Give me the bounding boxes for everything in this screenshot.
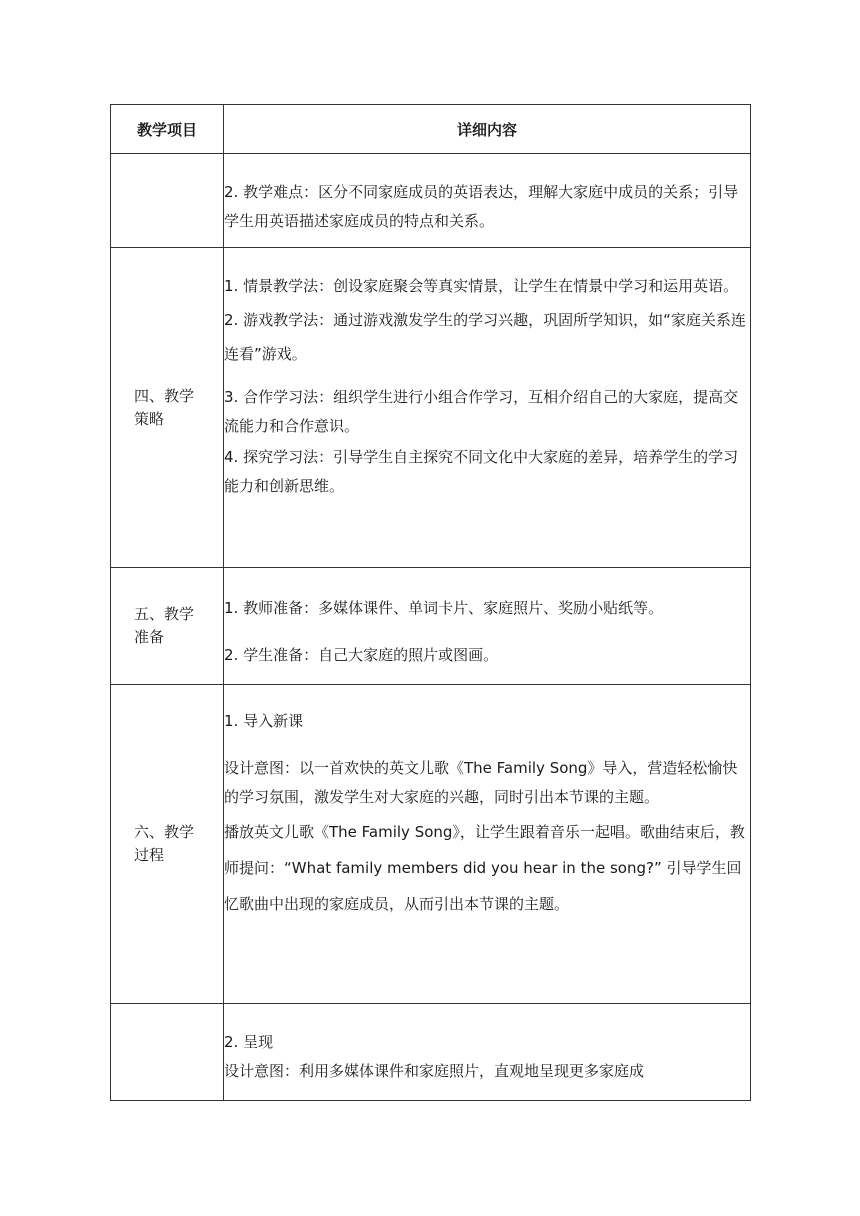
content-line: 1. 教师准备：多媒体课件、单词卡片、家庭照片、奖励小贴纸等。 [224, 599, 664, 617]
header-item-column: 教学项目 [111, 105, 224, 154]
content-line: 2. 呈现 [224, 1033, 274, 1051]
row-content [224, 154, 751, 248]
row-label-text: 五、教学准备 [134, 605, 195, 646]
content-line: 3. 合作学习法：组织学生进行小组合作学习，互相介绍自己的大家庭，提高交流能力和合作意识。 [224, 388, 739, 435]
table-row [111, 1004, 751, 1101]
row-content [224, 685, 751, 1004]
lesson-plan-table [110, 104, 751, 1101]
row-label [111, 685, 224, 1004]
content-line: 4. 探究学习法：引导学生自主探究不同文化中大家庭的差异，培养学生的学习能力和创新思维。 [224, 448, 739, 495]
row-label-text: 四、教学策略 [134, 386, 195, 428]
header-detail-column: 详细内容 [224, 105, 751, 154]
table-row [111, 685, 751, 1004]
content-line: 1. 导入新课 [224, 712, 304, 730]
row-label [111, 154, 224, 248]
table-row [111, 154, 751, 248]
table-header-row [111, 105, 751, 154]
row-content [224, 568, 751, 685]
content-line: 2. 游戏教学法：通过游戏激发学生的学习兴趣，巩固所学知识，如“家庭关系连连看”游戏。 [224, 311, 746, 363]
row-content [224, 248, 751, 568]
table-row [111, 568, 751, 685]
content-line: 2. 学生准备：自己大家庭的照片或图画。 [224, 646, 499, 664]
row-content [224, 1004, 751, 1101]
content-line: 设计意图：以一首欢快的英文儿歌《The Family Song》导入，营造轻松愉快的学习氛围，激发学生对大家庭的兴趣，同时引出本节课的主题。 [224, 759, 738, 806]
row-label [111, 568, 224, 685]
content-line: 设计意图：利用多媒体课件和家庭照片，直观地呈现更多家庭成 [224, 1062, 645, 1080]
row-label-text: 六、教学过程 [134, 823, 195, 864]
content-line: 2. 教学难点：区分不同家庭成员的英语表达，理解大家庭中成员的关系；引导学生用英语描述家庭成员的特点和关系。 [224, 183, 739, 230]
content-line: 播放英文儿歌《The Family Song》，让学生跟着音乐一起唱。歌曲结束后，教师提问：“What family members did you hear in the song?” 引导学生回忆歌曲中出现的家庭成员，从而引出本节课的主题。 [224, 823, 745, 913]
table-row [111, 248, 751, 568]
row-label [111, 1004, 224, 1101]
content-line: 1. 情景教学法：创设家庭聚会等真实情景，让学生在情景中学习和运用英语。 [224, 277, 739, 295]
row-label [111, 248, 224, 568]
